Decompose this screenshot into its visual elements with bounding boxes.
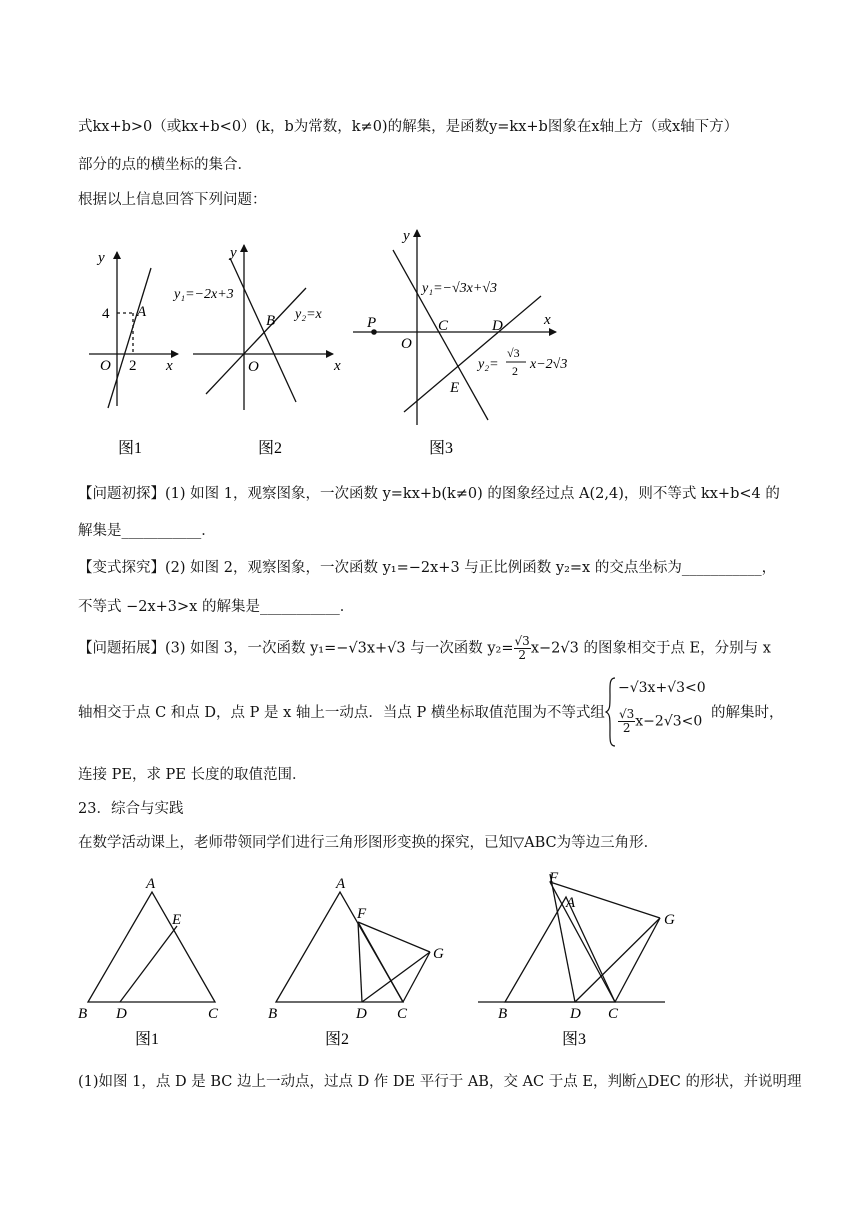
fig1-tick-y: 4 [102, 306, 110, 322]
tri3-label-c: C [608, 1006, 619, 1022]
question-3-line-a [78, 635, 771, 662]
tri1-label-b: B [78, 1006, 88, 1022]
fig1-x-label: x [166, 358, 173, 374]
fig3-point-p-label: P [367, 315, 377, 331]
tri3-label-a: A [566, 895, 576, 911]
tri1-caption: 图1 [135, 1031, 160, 1048]
tri1-label-e: E [172, 912, 182, 928]
fig2-line-y1-label: y₁=−2x+3 [174, 287, 234, 302]
fig2-x-label: x [334, 358, 341, 374]
question-2-line-a: 【变式探究】(2) 如图 2，观察图象，一次函数 y₁=−2x+3 与正比例函数 y₂=x 的交点坐标为___________， [78, 560, 777, 576]
fig3-line-y2-numerator: √3 [507, 346, 520, 360]
fig2-y-label: y [230, 245, 237, 261]
fig1-y-label: y [98, 250, 105, 266]
fig3-line-y2-denominator: 2 [512, 364, 518, 378]
problem-23-title: 23．综合与实践 [78, 801, 184, 817]
tri2-label-c: C [397, 1006, 408, 1022]
figure-1 [89, 252, 178, 408]
triangle-figures [0, 860, 860, 1060]
text-line-1: 式kx+b>0（或kx+b<0）(k，b为常数，k≠0)的解集，是函数y=kx+b图象在x轴上方（或x轴下方） [78, 119, 739, 135]
inequality-2-fraction: $\frac{√3}{2}$ [619, 707, 635, 735]
fig1-point-a-label: A [137, 304, 147, 320]
question-1-line-b: 解集是___________． [78, 523, 216, 539]
problem-23-question-1: (1)如图 1，点 D 是 BC 边上一动点，过点 D 作 DE 平行于 AB，交 AC 于点 E，判断△DEC 的形状，并说明理 [78, 1074, 802, 1090]
fig3-point-d-label: D [492, 318, 503, 334]
fig3-point-c-label: C [438, 318, 449, 334]
tri3-caption: 图3 [562, 1031, 587, 1048]
text-line-3: 根据以上信息回答下列问题： [78, 192, 267, 208]
inequality-system-brace [604, 676, 618, 748]
fig1-tick-x: 2 [129, 358, 137, 374]
text-line-2: 部分的点的横坐标的集合． [78, 157, 252, 173]
tri2-label-g: G [433, 946, 444, 962]
tri3-label-d: D [570, 1006, 581, 1022]
fig2-point-b-label: B [266, 313, 276, 329]
fig3-line-y1-label: y₁=−√3x+√3 [422, 281, 498, 296]
tri2-caption: 图2 [325, 1031, 350, 1048]
fig3-point-e-label: E [450, 380, 460, 396]
fig3-x-label: x [544, 312, 551, 328]
problem-23-intro: 在数学活动课上，老师带领同学们进行三角形图形变换的探究，已知▽ABC为等边三角形． [78, 835, 659, 851]
tri3-label-f: F [549, 870, 559, 886]
question-3-fraction: $\frac{√3}{2}$ [514, 634, 530, 662]
tri1-label-d: D [116, 1006, 127, 1022]
triangle-figure-2 [276, 892, 430, 1002]
fig3-line-y2-suffix: x−2√3 [530, 357, 568, 372]
figure-2 [193, 245, 333, 410]
tri2-label-b: B [268, 1006, 278, 1022]
tri3-label-g: G [664, 912, 675, 928]
tri2-label-a: A [336, 876, 346, 892]
tri2-label-f: F [357, 906, 367, 922]
fig2-caption: 图2 [258, 440, 283, 457]
triangle-figure-1 [88, 892, 215, 1002]
fig2-origin-label: O [248, 359, 259, 375]
fig3-origin-label: O [401, 336, 412, 352]
tri1-label-a: A [146, 876, 156, 892]
inequality-2-right: x−2√3<0 [635, 713, 703, 730]
fig1-caption: 图1 [118, 440, 143, 457]
question-3-line-a-right: x−2√3 的图象相交于点 E，分别与 x [530, 640, 771, 657]
tri3-label-b: B [498, 1006, 508, 1022]
triangle-figure-3 [478, 874, 665, 1002]
fig3-y-label: y [403, 228, 410, 244]
fig3-line-y2-prefix: y₂= [478, 357, 499, 372]
question-3-line-b: 轴相交于点 C 和点 D，点 P 是 x 轴上一动点．当点 P 横坐标取值范围为不等式组 [78, 705, 605, 721]
fig2-line-y2-label: y₂=x [295, 307, 322, 322]
tri2-label-d: D [356, 1006, 367, 1022]
tri1-label-c: C [208, 1006, 219, 1022]
question-1-line-a: 【问题初探】(1) 如图 1，观察图象，一次函数 y=kx+b(k≠0) 的图象经过点 A(2,4)，则不等式 kx+b<4 的 [78, 486, 780, 502]
inequality-2 [618, 708, 702, 735]
function-figures [0, 222, 860, 462]
question-3-line-c: 连接 PE，求 PE 长度的取值范围． [78, 767, 307, 783]
question-3-line-b-tail: 的解集时， [711, 705, 784, 721]
question-2-line-b: 不等式 −2x+3>x 的解集是___________． [78, 599, 355, 615]
fig3-caption: 图3 [429, 440, 454, 457]
fig1-origin-label: O [100, 358, 111, 374]
question-3-line-a-left: 【问题拓展】(3) 如图 3，一次函数 y₁=−√3x+√3 与一次函数 y₂= [78, 640, 514, 657]
inequality-1: −√3x+√3<0 [618, 680, 706, 696]
